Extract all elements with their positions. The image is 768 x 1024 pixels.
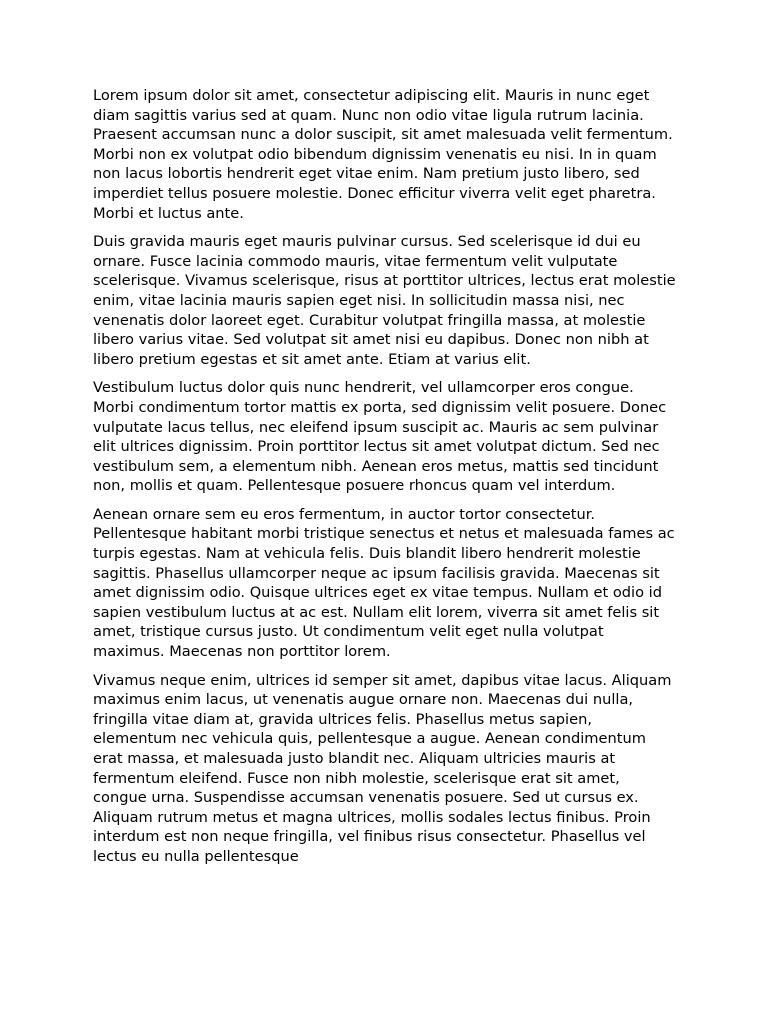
paragraph-5: Vivamus neque enim, ultrices id semper sit amet, dapibus vitae lacus. Aliquam maximus enim lacus, ut venenatis augue ornare non. Maecenas dui nulla, fringilla vitae diam at, gravida ultrices felis. Phasellus metus sapien, elementum nec vehicula quis, pellentesque a augue. Aenean condimentum erat massa, et malesuada justo blandit nec. Aliquam ultricies mauris at fermentum eleifend. Fusce non nibh molestie, scelerisque erat sit amet, congue urna. Suspendisse accumsan venenatis posuere. Sed ut cursus ex. Aliquam rutrum metus et magna ultrices, mollis sodales lectus finibus. Proin interdum est non neque fringilla, vel finibus risus consectetur. Phasellus vel lectus eu nulla pellentesque [93, 671, 672, 865]
paragraph-3: Vestibulum luctus dolor quis nunc hendrerit, vel ullamcorper eros congue. Morbi condimentum tortor mattis ex porta, sed dignissim velit posuere. Donec vulputate lacus tellus, nec eleifend ipsum suscipit ac. Mauris ac sem pulvinar elit ultrices dignissim. Proin porttitor lectus sit amet volutpat dictum. Sed nec vestibulum sem, a elementum nibh. Aenean eros metus, mattis sed tincidunt non, mollis et quam. Pellentesque posuere rhoncus quam vel interdum. [93, 379, 667, 495]
document-page [93, 86, 678, 876]
paragraph-2: Duis gravida mauris eget mauris pulvinar cursus. Sed scelerisque id dui eu ornare. Fusce lacinia commodo mauris, vitae fermentum velit vulputate scelerisque. Vivamus scelerisque, risus at porttitor ultrices, lectus erat molestie enim, vitae lacinia mauris sapien eget nisi. In sollicitudin massa nisi, nec venenatis dolor laoreet eget. Curabitur volutpat fringilla massa, at molestie libero varius vitae. Sed volutpat sit amet nisi eu dapibus. Donec non nibh at libero pretium egestas et sit amet ante. Etiam at varius elit. [93, 233, 676, 368]
paragraph-4: Aenean ornare sem eu eros fermentum, in auctor tortor consectetur. Pellentesque habitant morbi tristique senectus et netus et malesuada fames ac turpis egestas. Nam at vehicula felis. Duis blandit libero hendrerit molestie sagittis. Phasellus ullamcorper neque ac ipsum facilisis gravida. Maecenas sit amet dignissim odio. Quisque ultrices eget ex vitae tempus. Nullam et odio id sapien vestibulum luctus at ac est. Nullam elit lorem, viverra sit amet felis sit amet, tristique cursus justo. Ut condimentum velit eget nulla volutpat maximus. Maecenas non porttitor lorem. [93, 505, 675, 661]
paragraph-1: Lorem ipsum dolor sit amet, consectetur adipiscing elit. Mauris in nunc eget diam sagittis varius sed at quam. Nunc non odio vitae ligula rutrum lacinia. Praesent accumsan nunc a dolor suscipit, sit amet malesuada velit fermentum. Morbi non ex volutpat odio bibendum dignissim venenatis eu nisi. In in quam non lacus lobortis hendrerit eget vitae enim. Nam pretium justo libero, sed imperdiet tellus posuere molestie. Donec efficitur viverra velit eget pharetra. Morbi et luctus ante. [93, 87, 673, 222]
